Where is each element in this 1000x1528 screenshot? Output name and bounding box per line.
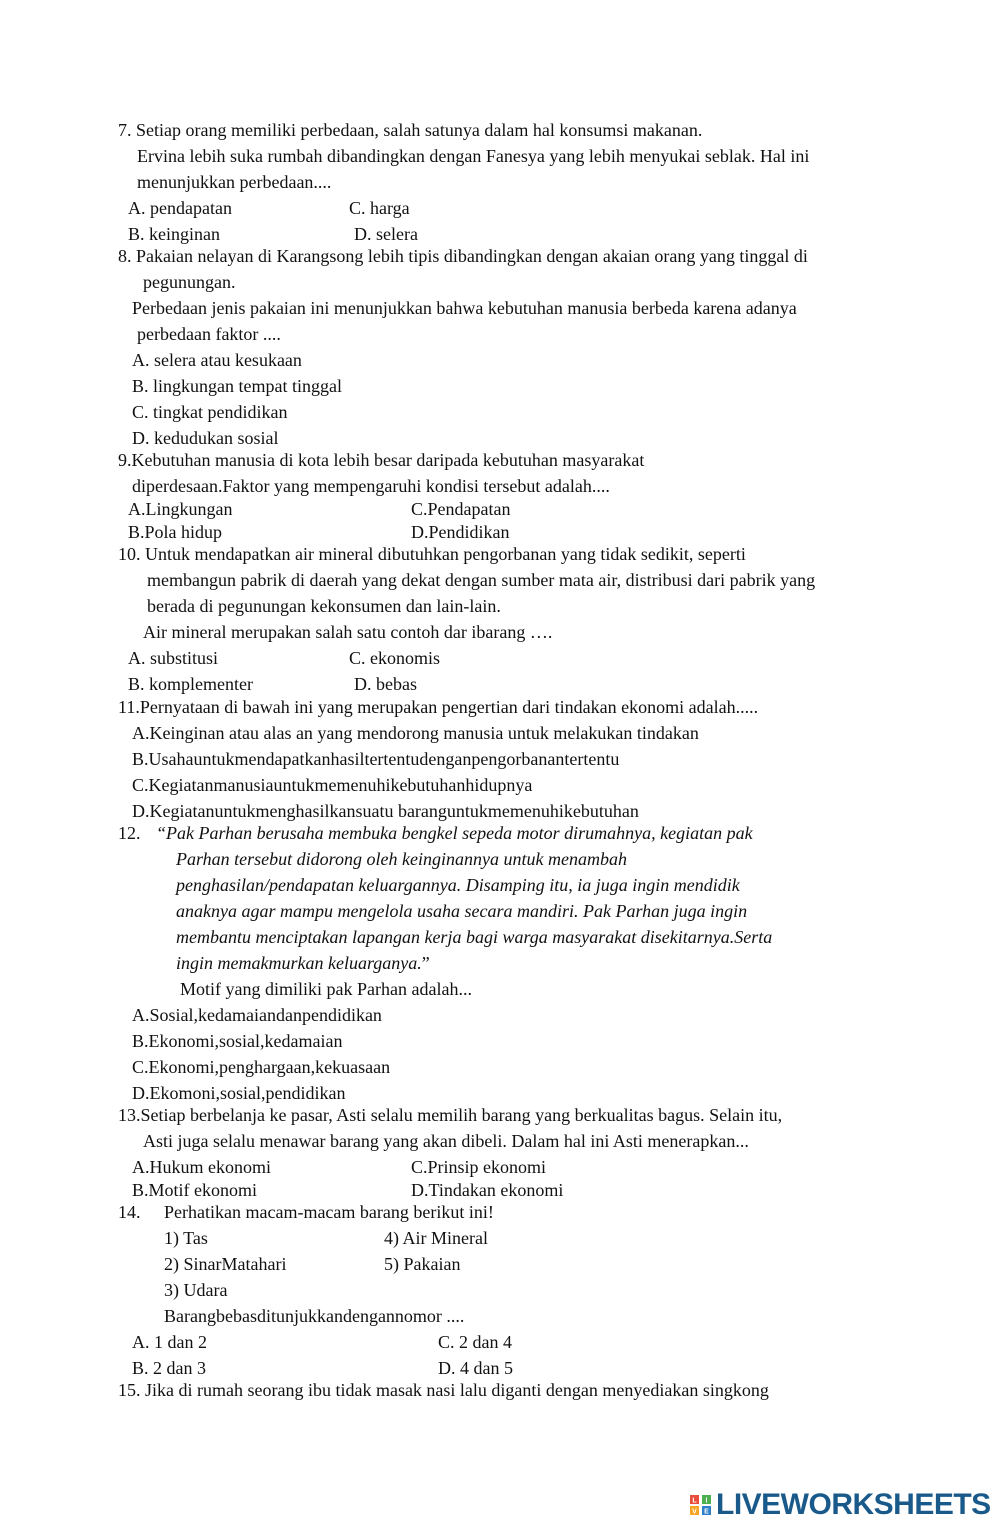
q12-option-a: A.Sosial,kedamaiandanpendidikan xyxy=(132,1005,382,1025)
q9-line1: 9.Kebutuhan manusia di kota lebih besar daripada kebutuhan masyarakat xyxy=(118,450,645,470)
q7-option-b: B. keinginan xyxy=(128,224,220,244)
q13-option-a: A.Hukum ekonomi xyxy=(132,1157,271,1177)
q10-option-c: C. ekonomis xyxy=(349,648,441,668)
q8-line4: perbedaan faktor .... xyxy=(137,324,281,344)
q15-line1: 15. Jika di rumah seorang ibu tidak masak nasi lalu diganti dengan menyediakan singkong xyxy=(118,1380,769,1400)
q11-option-c: C.Kegiatanmanusiauntukmemenuhikebutuhanhidupnya xyxy=(132,775,533,795)
q12-number: 12. xyxy=(118,823,141,843)
q14-line1: Perhatikan macam-macam barang berikut ini! xyxy=(164,1202,494,1222)
q10-line1: 10. Untuk mendapatkan air mineral dibutuhkan pengorbanan yang tidak sedikit, seperti xyxy=(118,544,746,564)
q7-option-a: A. pendapatan xyxy=(128,198,232,218)
q10-line3: berada di pegunungan kekonsumen dan lain-lain. xyxy=(147,596,501,616)
svg-text:E: E xyxy=(704,1508,709,1516)
q11-option-a: A.Keinginan atau alas an yang mendorong manusia untuk melakukan tindakan xyxy=(132,723,699,743)
svg-text:L: L xyxy=(692,1497,697,1505)
q9-option-a: A.Lingkungan xyxy=(128,499,233,519)
q13-line1: 13.Setiap berbelanja ke pasar, Asti selalu memilih barang yang berkualitas bagus. Selain itu, xyxy=(118,1105,783,1125)
q12-quote-line1: “Pak Parhan berusaha membuka bengkel sepeda motor dirumahnya, kegiatan pak xyxy=(156,823,753,843)
q7-line1: 7. Setiap orang memiliki perbedaan, salah satunya dalam hal konsumsi makanan. xyxy=(118,120,703,140)
q14-option-c: C. 2 dan 4 xyxy=(438,1332,512,1352)
q12-option-b: B.Ekonomi,sosial,kedamaian xyxy=(132,1031,343,1051)
q12-quote-line4: anaknya agar mampu mengelola usaha secara mandiri. Pak Parhan juga ingin xyxy=(176,901,748,921)
q8-line3: Perbedaan jenis pakaian ini menunjukkan bahwa kebutuhan manusia berbeda karena adanya xyxy=(132,298,797,318)
svg-text:I: I xyxy=(705,1497,708,1505)
liveworksheets-logo-text: LIVEWORKSHEETS xyxy=(716,1488,991,1521)
q7-option-c: C. harga xyxy=(349,198,410,218)
q14-question: Barangbebasditunjukkandengannomor .... xyxy=(164,1306,465,1326)
q9-line2: diperdesaan.Faktor yang mempengaruhi kondisi tersebut adalah.... xyxy=(132,476,610,496)
q7-line2: Ervina lebih suka rumbah dibandingkan dengan Fanesya yang lebih menyukai seblak. Hal ini xyxy=(137,146,810,166)
q10-line4: Air mineral merupakan salah satu contoh dar ibarang …. xyxy=(143,622,553,642)
q14-item2: 2) SinarMatahari xyxy=(164,1254,287,1274)
q9-option-b: B.Pola hidup xyxy=(128,522,223,542)
q8-line2: pegunungan. xyxy=(143,272,236,292)
q7-line3: menunjukkan perbedaan.... xyxy=(137,172,332,192)
q14-option-d: D. 4 dan 5 xyxy=(438,1358,513,1378)
svg-text:V: V xyxy=(692,1508,697,1516)
q12-option-c: C.Ekonomi,penghargaan,kekuasaan xyxy=(132,1057,391,1077)
q12-quote-line3: penghasilan/pendapatan keluargannya. Disamping itu, ia juga ingin mendidik xyxy=(176,875,740,895)
liveworksheets-logo xyxy=(690,1488,991,1522)
q14-item1: 1) Tas xyxy=(164,1228,208,1248)
q8-option-b: B. lingkungan tempat tinggal xyxy=(132,376,342,396)
q12-quote-line2: Parhan tersebut didorong oleh keinginannya untuk menambah xyxy=(176,849,627,869)
q8-option-a: A. selera atau kesukaan xyxy=(132,350,302,370)
q8-option-c: C. tingkat pendidikan xyxy=(132,402,288,422)
q13-line2: Asti juga selalu menawar barang yang akan dibeli. Dalam hal ini Asti menerapkan... xyxy=(143,1131,749,1151)
q12-question: Motif yang dimiliki pak Parhan adalah... xyxy=(180,979,472,999)
q10-option-d: D. bebas xyxy=(354,674,417,694)
q14-item4: 4) Air Mineral xyxy=(384,1228,488,1248)
q13-option-d: D.Tindakan ekonomi xyxy=(411,1180,564,1200)
q7-option-d: D. selera xyxy=(354,224,418,244)
q13-option-b: B.Motif ekonomi xyxy=(132,1180,257,1200)
q9-option-d: D.Pendidikan xyxy=(411,522,510,542)
q12-quote-line5: membantu menciptakan lapangan kerja bagi warga masyarakat disekitarnya.Serta xyxy=(176,927,773,947)
q10-line2: membangun pabrik di daerah yang dekat dengan sumber mata air, distribusi dari pabrik yang xyxy=(147,570,816,590)
q8-line1: 8. Pakaian nelayan di Karangsong lebih tipis dibandingkan dengan akaian orang yang tinggal di xyxy=(118,246,808,266)
q10-option-a: A. substitusi xyxy=(128,648,219,668)
q14-number: 14. xyxy=(118,1202,141,1222)
q12-option-d: D.Ekomoni,sosial,pendidikan xyxy=(132,1083,346,1103)
q12-quote-close: ” xyxy=(421,953,430,973)
q14-item3: 3) Udara xyxy=(164,1280,228,1300)
q13-option-c: C.Prinsip ekonomi xyxy=(411,1157,547,1177)
q12-quote-line6 xyxy=(176,952,430,974)
q9-option-c: C.Pendapatan xyxy=(411,499,511,519)
q11-line1: 11.Pernyataan di bawah ini yang merupakan pengertian dari tindakan ekonomi adalah..... xyxy=(118,697,759,717)
q14-option-b: B. 2 dan 3 xyxy=(132,1358,206,1378)
q14-item5: 5) Pakaian xyxy=(384,1254,461,1274)
liveworksheets-logo-icon xyxy=(690,1492,712,1518)
q12-quote-text: ingin memakmurkan keluarganya. xyxy=(176,953,422,973)
q8-option-d: D. kedudukan sosial xyxy=(132,428,279,448)
q11-option-b: B.Usahauntukmendapatkanhasiltertentudenganpengorbanantertentu xyxy=(132,749,620,769)
q11-option-d: D.Kegiatanuntukmenghasilkansuatu baranguntukmemenuhikebutuhan xyxy=(132,801,639,821)
q10-option-b: B. komplementer xyxy=(128,674,253,694)
q14-option-a: A. 1 dan 2 xyxy=(132,1332,207,1352)
